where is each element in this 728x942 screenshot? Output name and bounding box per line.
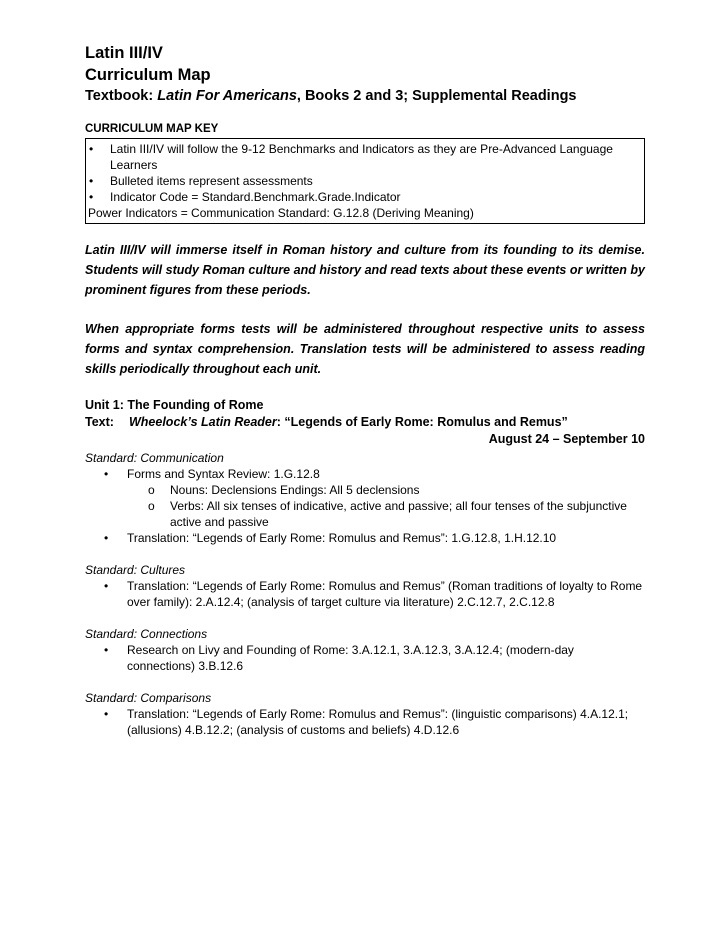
document-content — [85, 42, 645, 738]
key-box — [85, 138, 645, 224]
standard-communication-label: Standard: Communication — [85, 451, 224, 465]
power-indicators: Power Indicators = Communication Standard: G.12.8 (Deriving Meaning) — [88, 206, 474, 220]
doc-subtitle: Curriculum Map — [85, 66, 211, 84]
standard-comparisons-label: Standard: Comparisons — [85, 691, 212, 705]
list-item — [85, 706, 645, 738]
sub-list-item — [85, 498, 645, 530]
comparisons-list — [85, 706, 645, 738]
key-item-text: Bulleted items represent assessments — [110, 174, 313, 188]
bullet-icon: • — [104, 531, 109, 545]
list-item — [85, 530, 645, 546]
cultures-list — [85, 578, 645, 610]
list-item — [85, 578, 645, 610]
unit-text-line — [85, 414, 645, 431]
intro-paragraph-1: Latin III/IV will immerse itself in Roman history and culture from its founding to its demise. Students will study Roman culture and history and read texts about these events or written by prominent figures from these periods. — [85, 243, 645, 297]
textbook-title: Latin For Americans — [157, 88, 297, 104]
list-item — [85, 642, 645, 674]
key-item-text: Indicator Code = Standard.Benchmark.Grade.Indicator — [110, 190, 401, 204]
list-item-text: Translation: “Legends of Early Rome: Romulus and Remus”: 1.G.12.8, 1.H.12.10 — [127, 531, 557, 545]
communication-list — [85, 466, 645, 546]
unit-title: Unit 1: The Founding of Rome — [85, 398, 264, 412]
bullet-icon: • — [104, 643, 109, 657]
bullet-icon: • — [89, 190, 94, 204]
standard-connections-label: Standard: Connections — [85, 627, 208, 641]
text-book-title: Wheelock’s Latin Reader — [129, 415, 277, 429]
textbook-line — [85, 86, 645, 106]
textbook-label: Textbook: — [85, 88, 154, 104]
bullet-icon: • — [104, 467, 109, 481]
bullet-icon: • — [104, 579, 109, 593]
sub-list-item — [85, 482, 645, 498]
text-label: Text: — [85, 415, 114, 429]
intro-paragraph-2: When appropriate forms tests will be administered throughout respective units to assess forms and syntax comprehension. Translation tests will be administered to assess reading skills periodically throughout each unit. — [85, 322, 645, 376]
text-reading: : “Legends of Early Rome: Romulus and Remus” — [276, 415, 568, 429]
list-item — [85, 466, 645, 482]
key-item — [88, 141, 641, 173]
connections-list — [85, 642, 645, 674]
sub-list-item-text: Nouns: Declensions Endings: All 5 declensions — [170, 483, 420, 497]
key-item — [88, 189, 641, 205]
sub-list-item-text: Verbs: All six tenses of indicative, active and passive; all four tenses of the subjunctive active and passive — [170, 499, 627, 529]
circle-bullet-icon: o — [148, 499, 155, 513]
list-item-text: Translation: “Legends of Early Rome: Romulus and Remus”: (linguistic comparisons) 4.A.12.1; (allusions) 4.B.12.2; (analysis of customs and beliefs) 4.D.12.6 — [127, 707, 629, 737]
textbook-rest: , Books 2 and 3; Supplemental Readings — [296, 88, 577, 104]
standard-cultures-label: Standard: Cultures — [85, 563, 186, 577]
bullet-icon: • — [104, 707, 109, 721]
bullet-icon: • — [89, 174, 94, 188]
key-item — [88, 173, 641, 189]
unit-dates: August 24 – September 10 — [488, 432, 645, 446]
key-item-text: Latin III/IV will follow the 9-12 Benchmarks and Indicators as they are Pre-Advanced Language Learners — [110, 142, 613, 172]
list-item-text: Translation: “Legends of Early Rome: Romulus and Remus” (Roman traditions of loyalty to Rome over family): 2.A.12.4; (analysis of target culture via literature) 2.C.12.7, 2.C.12.8 — [127, 579, 643, 609]
doc-title: Latin III/IV — [85, 44, 163, 62]
circle-bullet-icon: o — [148, 483, 155, 497]
list-item-text: Forms and Syntax Review: 1.G.12.8 — [127, 467, 320, 481]
bullet-icon: • — [89, 142, 94, 156]
key-heading: CURRICULUM MAP KEY — [85, 123, 219, 135]
list-item-text: Research on Livy and Founding of Rome: 3.A.12.1, 3.A.12.3, 3.A.12.4; (modern-day connections) 3.B.12.6 — [127, 643, 574, 673]
unit-header — [85, 397, 645, 448]
